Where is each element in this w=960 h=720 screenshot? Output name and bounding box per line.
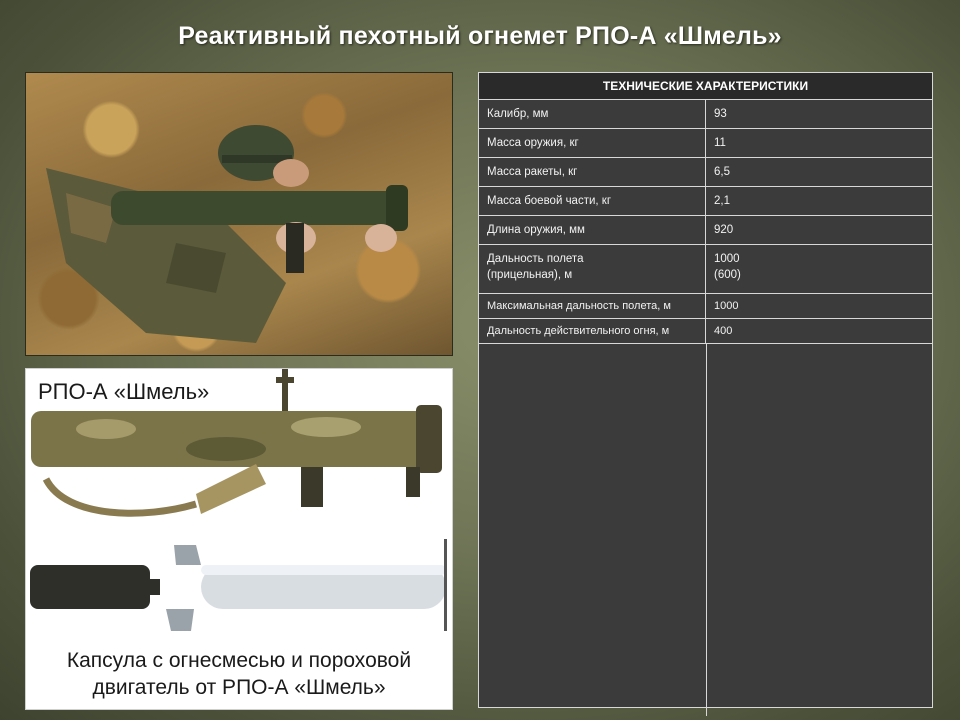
spec-key: Максимальная дальность полета, м: [479, 294, 706, 318]
specs-table: [478, 72, 933, 708]
spec-key: Длина оружия, мм: [479, 216, 706, 244]
spec-key: Калибр, мм: [479, 100, 706, 128]
specs-header: ТЕХНИЧЕСКИЕ ХАРАКТЕРИСТИКИ: [479, 73, 932, 100]
spec-value: [706, 245, 932, 293]
soldier-photo: [25, 72, 453, 356]
spec-key: Масса оружия, кг: [479, 129, 706, 157]
weapon-diagram: [25, 368, 453, 710]
spec-value: 1000: [714, 300, 739, 312]
spec-value-line: (600): [714, 269, 741, 281]
table-empty-cell: [479, 344, 707, 716]
spec-key: [479, 245, 706, 293]
table-row: [479, 216, 932, 245]
spec-key: Масса ракеты, кг: [479, 158, 706, 186]
table-row: [479, 158, 932, 187]
spec-value-line: 1000: [714, 253, 740, 265]
table-row: [479, 129, 932, 158]
diagram-caption-bottom-line1: Капсула с огнесмесью и пороховой: [66, 649, 412, 672]
spec-key-line: Дальность полета: [487, 253, 584, 265]
table-row: [479, 294, 932, 319]
table-row: [479, 100, 932, 129]
diagram-caption-bottom: [26, 647, 452, 701]
spec-value: 400: [714, 325, 733, 337]
table-row: [479, 319, 932, 344]
diagram-caption-top: РПО-А «Шмель»: [38, 379, 210, 404]
spec-key-line: (прицельная), м: [487, 269, 573, 281]
diagram-caption-bottom-line2: двигатель от РПО-А «Шмель»: [92, 676, 386, 699]
spec-value: 11: [714, 137, 726, 149]
spec-key: Масса боевой части, кг: [479, 187, 706, 215]
page-title: Реактивный пехотный огнемет РПО-А «Шмель»: [178, 22, 782, 50]
spec-value: 2,1: [714, 195, 730, 207]
spec-key: Дальность действительного огня, м: [479, 319, 706, 343]
spec-value: 920: [714, 224, 734, 236]
table-row: [479, 187, 932, 216]
table-row: [479, 245, 932, 294]
spec-value: 93: [714, 108, 727, 120]
spec-value: 6,5: [714, 166, 730, 178]
table-empty-area: [479, 344, 932, 716]
